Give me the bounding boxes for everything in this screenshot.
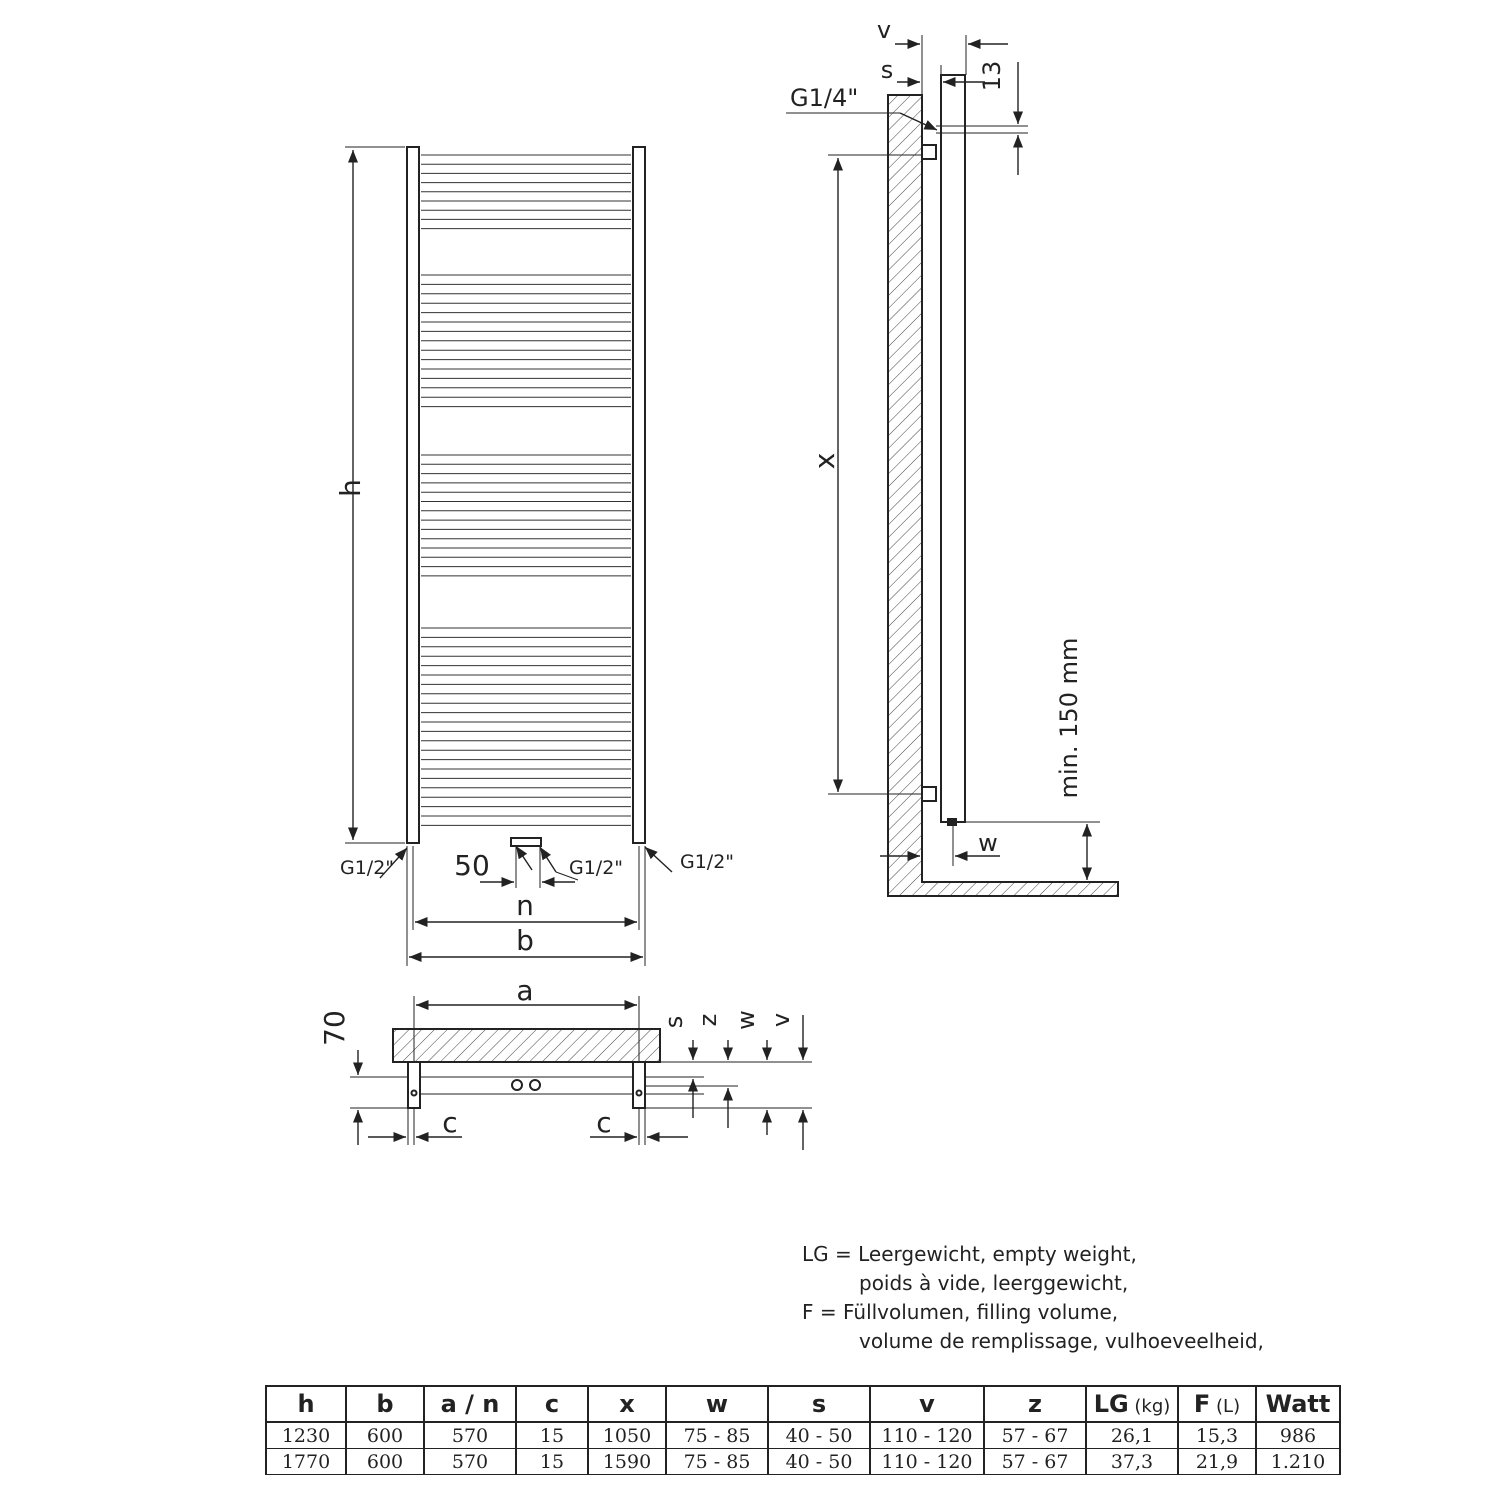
table-header-cell	[1256, 1386, 1340, 1422]
h-label: h	[334, 479, 367, 497]
table-row	[266, 1422, 1340, 1449]
x-label: x	[808, 452, 841, 470]
c-right-label: c	[596, 1106, 612, 1139]
upper-bracket	[922, 145, 936, 159]
table-cell: 570	[424, 1449, 516, 1475]
a-label: a	[516, 974, 534, 1007]
min150-label: min. 150 mm	[1055, 637, 1083, 799]
table-header-cell	[1086, 1386, 1178, 1422]
top-v-label: v	[767, 1012, 795, 1028]
right-tube-top	[633, 1062, 645, 1108]
c-left-label: c	[442, 1106, 458, 1139]
table-header-label: b	[376, 1390, 394, 1418]
valve-right-top	[530, 1080, 540, 1090]
wall	[888, 95, 1118, 896]
table-header-cell	[516, 1386, 588, 1422]
left-tube-top	[408, 1062, 420, 1108]
valve-left-top	[512, 1080, 522, 1090]
table-cell: 21,9	[1178, 1449, 1256, 1475]
side-view	[786, 16, 1118, 896]
table-cell: 986	[1256, 1422, 1340, 1449]
table-header-cell	[984, 1386, 1086, 1422]
table-cell: 40 - 50	[768, 1449, 870, 1475]
right-tube	[633, 147, 645, 843]
lower-bracket	[922, 787, 936, 801]
table-cell: 1590	[588, 1449, 666, 1475]
table-header-label: w	[705, 1390, 729, 1418]
table-header-label: LG	[1093, 1390, 1129, 1418]
table-cell: 40 - 50	[768, 1422, 870, 1449]
table-header-label: v	[919, 1390, 935, 1418]
g12-right-label: G1/2"	[680, 851, 735, 873]
wall-top	[393, 1029, 660, 1062]
table-cell: 1050	[588, 1422, 666, 1449]
table-cell: 600	[346, 1449, 424, 1475]
top-s-label: s	[660, 1015, 688, 1029]
table-header-cell	[768, 1386, 870, 1422]
g14-label: G1/4"	[790, 84, 859, 112]
seventy-label: 70	[318, 1010, 351, 1046]
legend	[802, 1240, 1264, 1356]
table-cell: 75 - 85	[666, 1449, 768, 1475]
table-header-label: F	[1193, 1390, 1211, 1418]
side-s-label: s	[880, 56, 894, 84]
top-z-label: z	[694, 1013, 722, 1027]
top-w-label: w	[732, 1010, 760, 1030]
table-header-unit: (L)	[1210, 1396, 1241, 1417]
table-header-label: c	[544, 1390, 560, 1418]
table-cell: 15	[516, 1449, 588, 1475]
table-row	[266, 1449, 1340, 1475]
table-cell: 110 - 120	[870, 1449, 984, 1475]
bottom-valve	[511, 838, 541, 846]
n-label: n	[516, 889, 534, 922]
table-header-label: Watt	[1265, 1390, 1331, 1418]
table-cell: 1770	[266, 1449, 346, 1475]
table-header-cell	[666, 1386, 768, 1422]
spec-table	[265, 1385, 1341, 1475]
table-cell: 15,3	[1178, 1422, 1256, 1449]
thirteen-label: 13	[978, 60, 1006, 92]
legend-f-line1: F = Füllvolumen, filling volume,	[802, 1300, 1119, 1324]
g12-left-label: G1/2"	[340, 857, 395, 879]
table-cell: 57 - 67	[984, 1449, 1086, 1475]
table-header-label: h	[297, 1390, 315, 1418]
fifty-label: 50	[454, 849, 490, 882]
table-cell: 600	[346, 1422, 424, 1449]
table-header-cell	[588, 1386, 666, 1422]
side-v-label: v	[876, 16, 892, 44]
side-w-label: w	[978, 829, 998, 857]
table-cell: 15	[516, 1422, 588, 1449]
legend-f-line2: volume de remplissage, vulhoeveelheid,	[859, 1329, 1264, 1353]
table-header-unit: (kg)	[1128, 1396, 1171, 1417]
table-cell: 26,1	[1086, 1422, 1178, 1449]
spec-header-row	[266, 1386, 1340, 1422]
table-cell: 570	[424, 1422, 516, 1449]
bottom-connector	[947, 818, 957, 826]
table-cell: 1230	[266, 1422, 346, 1449]
left-tube	[407, 147, 419, 843]
table-header-label: z	[1028, 1390, 1042, 1418]
table-header-cell	[1178, 1386, 1256, 1422]
table-header-cell	[424, 1386, 516, 1422]
table-header-cell	[266, 1386, 346, 1422]
table-header-label: a / n	[440, 1390, 500, 1418]
table-header-label: s	[811, 1390, 827, 1418]
table-header-label: x	[619, 1390, 635, 1418]
front-view	[334, 147, 734, 966]
g12-center-label: G1/2"	[569, 857, 624, 879]
table-header-cell	[870, 1386, 984, 1422]
top-view	[318, 974, 812, 1150]
table-cell: 110 - 120	[870, 1422, 984, 1449]
table-cell: 57 - 67	[984, 1422, 1086, 1449]
legend-lg-line1: LG = Leergewicht, empty weight,	[802, 1242, 1137, 1266]
rungs	[421, 155, 631, 825]
table-cell: 75 - 85	[666, 1422, 768, 1449]
b-label: b	[516, 924, 534, 957]
table-cell: 1.210	[1256, 1449, 1340, 1475]
table-cell: 37,3	[1086, 1449, 1178, 1475]
legend-lg-line2: poids à vide, leerggewicht,	[859, 1271, 1129, 1295]
radiator-side	[941, 75, 965, 822]
table-header-cell	[346, 1386, 424, 1422]
spec-body	[266, 1422, 1340, 1475]
